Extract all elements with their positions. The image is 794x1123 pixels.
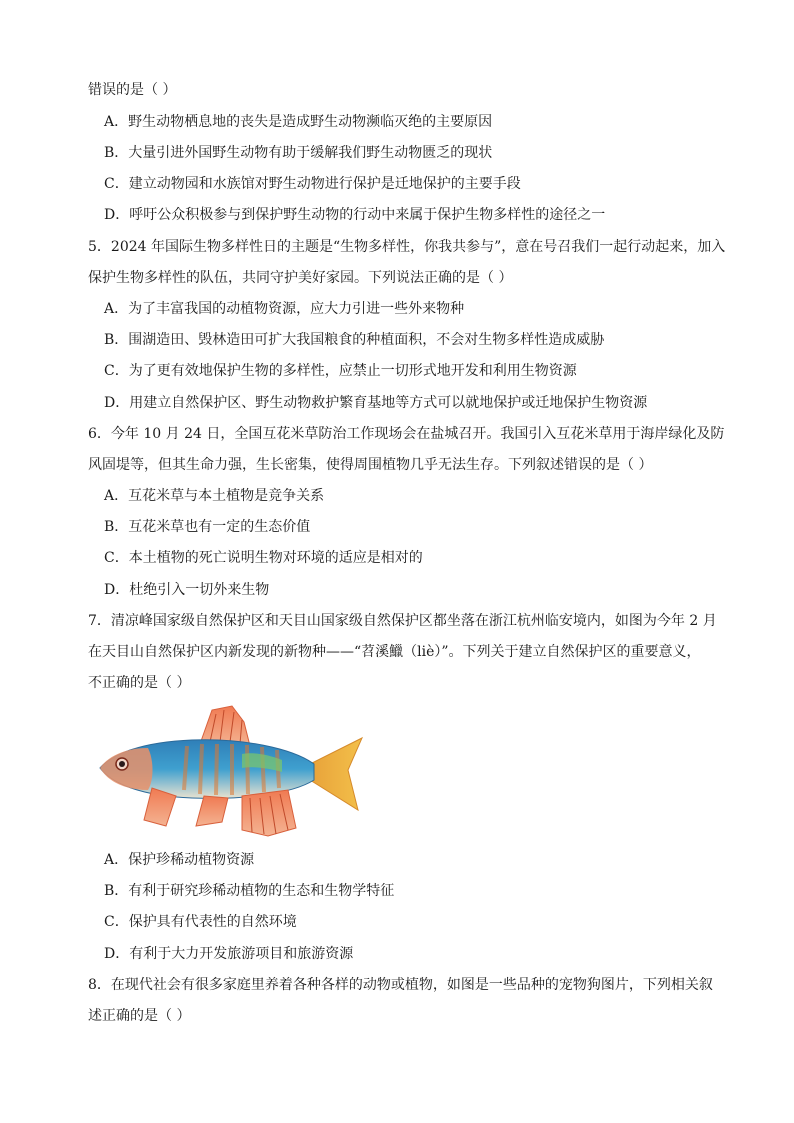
q4-stem-end: 错误的是（ ） bbox=[88, 82, 177, 98]
q7-option-b: B．有利于研究珍稀动植物的生态和生物学特征 bbox=[104, 883, 395, 899]
q5-option-c: C．为了更有效地保护生物的多样性，应禁止一切形式地开发和利用生物资源 bbox=[104, 363, 577, 379]
q4-option-b: B．大量引进外国野生动物有助于缓解我们野生动物匮乏的现状 bbox=[104, 145, 493, 161]
q5-option-a: A．为了丰富我国的动植物资源，应大力引进一些外来物种 bbox=[104, 301, 465, 317]
q4-option-a: A．野生动物栖息地的丧失是造成野生动物濒临灭绝的主要原因 bbox=[104, 114, 493, 130]
q6-option-c: C．本土植物的死亡说明生物对环境的适应是相对的 bbox=[104, 550, 423, 566]
q6-option-b: B．互花米草也有一定的生态价值 bbox=[104, 519, 311, 535]
tail-fin bbox=[310, 738, 362, 810]
q5-stem-line-2: 保护生物多样性的队伍，共同守护美好家园。下列说法正确的是（ ） bbox=[88, 270, 513, 286]
q7-option-c: C．保护具有代表性的自然环境 bbox=[104, 914, 297, 930]
q5-option-d: D．用建立自然保护区、野生动物救护繁育基地等方式可以就地保护或迁地保护生物资源 bbox=[104, 395, 648, 411]
q7-option-a: A．保护珍稀动植物资源 bbox=[104, 852, 255, 868]
q6-stem-line-2: 风固堤等，但其生命力强，生长密集，使得周围植物几乎无法生存。下列叙述错误的是（ ） bbox=[88, 457, 653, 473]
pelvic-fin bbox=[196, 796, 228, 826]
q5-stem-line-1: 5．2024 年国际生物多样性日的主题是“生物多样性，你我共参与”，意在号召我们一起行动起来，加入 bbox=[88, 239, 726, 255]
q8-stem-line-1: 8．在现代社会有很多家庭里养着各种各样的动物或植物，如图是一些品种的宠物狗图片，下列相关叙 bbox=[88, 977, 713, 993]
q6-option-a: A．互花米草与本土植物是竞争关系 bbox=[104, 488, 325, 504]
q7-stem-line-2: 在天目山自然保护区内新发现的新物种——“苕溪鱲（liè）”。下列关于建立自然保护区的重要意义， bbox=[88, 644, 701, 660]
q7-stem-line-1: 7．清凉峰国家级自然保护区和天目山国家级自然保护区都坐落在浙江杭州临安境内，如图为今年 2 月 bbox=[88, 613, 717, 629]
q4-option-c: C．建立动物园和水族馆对野生动物进行保护是迁地保护的主要手段 bbox=[104, 176, 521, 192]
fish-illustration bbox=[92, 702, 368, 840]
q5-option-b: B．围湖造田、毁林造田可扩大我国粮食的种植面积，不会对生物多样性造成威胁 bbox=[104, 332, 605, 348]
q7-option-d: D．有利于大力开发旅游项目和旅游资源 bbox=[104, 946, 354, 962]
q6-option-d: D．杜绝引入一切外来生物 bbox=[104, 582, 270, 598]
q8-stem-line-2: 述正确的是（ ） bbox=[88, 1008, 191, 1024]
q7-stem-line-3: 不正确的是（ ） bbox=[88, 675, 191, 691]
q6-stem-line-1: 6．今年 10 月 24 日，全国互花米草防治工作现场会在盐城召开。我国引入互花米草用于海岸绿化及防 bbox=[88, 426, 725, 442]
q4-option-d: D．呼吁公众积极参与到保护野生动物的行动中来属于保护生物多样性的途径之一 bbox=[104, 207, 606, 223]
